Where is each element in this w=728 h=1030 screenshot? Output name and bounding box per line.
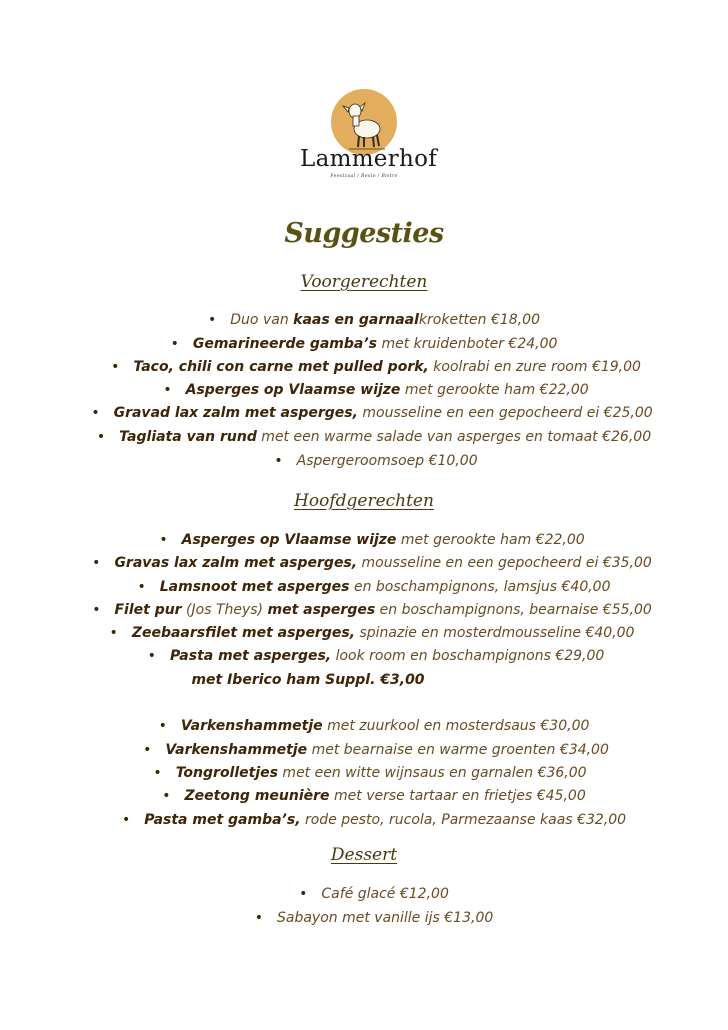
- item-dish: Tagliata van rund: [119, 429, 257, 445]
- menu-item: [8, 600, 728, 620]
- item-text: Aspergeroomsoep €10,00: [296, 453, 478, 469]
- item-description: met bearnaise en warme groenten €34,00: [307, 742, 609, 758]
- menu-item: [12, 646, 728, 666]
- item-description: met verse tartaar en frietjes €45,00: [329, 788, 586, 804]
- item-dish: Gravas lax zalm met asperges,: [114, 555, 358, 571]
- bullet-icon: •: [96, 429, 106, 445]
- menu-item: [6, 763, 728, 783]
- item-dish: Gemarineerde gamba’s: [192, 336, 378, 352]
- bullet-icon: •: [147, 648, 156, 664]
- item-dish: Pasta met asperges,: [169, 648, 332, 664]
- bullet-icon: •: [274, 453, 283, 469]
- bullet-icon: •: [254, 910, 263, 926]
- item-text: (Jos Theys): [181, 602, 268, 618]
- bullet-icon: •: [91, 405, 100, 421]
- item-description: met gerookte ham €22,00: [400, 382, 589, 398]
- menu-item: [8, 403, 728, 423]
- bullet-icon: •: [143, 742, 152, 758]
- item-description: met een warme salade van asperges en tomaat €26,00: [256, 429, 652, 445]
- section-heading-hoofdgerechten: [0, 491, 728, 511]
- item-text: Café glacé €12,00: [321, 886, 449, 902]
- item-description: look room en boschampignons €29,00: [331, 648, 605, 664]
- item-description: rode pesto, rucola, Parmezaanse kaas €32,00: [300, 812, 627, 828]
- item-description: en boschampignons, lamsjus €40,00: [349, 579, 611, 595]
- menu-item: [8, 553, 728, 573]
- bullet-icon: •: [121, 812, 131, 828]
- logo-tagline: Feestzaal / Resto / Bistro: [330, 174, 398, 179]
- menu-item: [10, 786, 728, 806]
- menu-item: [10, 716, 728, 736]
- bullet-icon: •: [92, 555, 101, 571]
- bullet-icon: •: [299, 886, 308, 902]
- item-description: met een witte wijnsaus en garnalen €36,00: [277, 765, 587, 781]
- menu-item: [10, 577, 728, 597]
- bullet-icon: •: [158, 718, 167, 734]
- item-dish: Asperges op Vlaamse wijze: [181, 532, 397, 548]
- menu-item: [8, 530, 728, 550]
- menu-item: [12, 740, 728, 760]
- item-dish: Varkenshammetje: [165, 742, 308, 758]
- bullet-icon: •: [159, 532, 168, 548]
- item-dish: kaas en garnaal: [293, 312, 419, 328]
- item-dish: Tongrolletjes: [175, 765, 278, 781]
- bullet-icon: •: [153, 765, 162, 781]
- menu-item: [10, 427, 728, 447]
- item-description: met kruidenboter €24,00: [377, 336, 558, 352]
- item-dish: Gravad lax zalm met asperges,: [113, 405, 358, 421]
- item-text: Duo van: [230, 312, 294, 328]
- item-dish: Zeetong meunière: [184, 788, 330, 804]
- page-title: Suggesties: [284, 218, 444, 249]
- section-label: Dessert: [330, 845, 398, 865]
- item-description: met zuurkool en mosterdsaus €30,00: [322, 718, 590, 734]
- item-dish: Varkenshammetje: [180, 718, 323, 734]
- item-text: Sabayon met vanille ijs €13,00: [276, 910, 494, 926]
- item-description: en boschampignons, bearnaise €55,00: [375, 602, 652, 618]
- menu-item: [0, 334, 728, 354]
- item-dish: Lamsnoot met asperges: [159, 579, 350, 595]
- menu-item: [10, 884, 728, 904]
- menu-item: [10, 310, 728, 330]
- section-heading-voorgerechten: [0, 272, 728, 292]
- menu-item: [10, 810, 728, 830]
- item-dish: Pasta met gamba’s,: [144, 812, 301, 828]
- item-dish: met asperges: [267, 602, 376, 618]
- item-description: met gerookte ham €22,00: [396, 532, 585, 548]
- item-description: spinazie en mosterdmousseline €40,00: [355, 625, 635, 641]
- bullet-icon: •: [162, 788, 171, 804]
- bullet-icon: •: [137, 579, 146, 595]
- menu-item: [12, 451, 728, 471]
- section-heading-dessert: [0, 845, 728, 865]
- item-dish: Filet pur: [114, 602, 182, 618]
- bullet-icon: •: [92, 602, 101, 618]
- menu-item: [12, 380, 728, 400]
- section-label: Voorgerechten: [300, 272, 428, 292]
- logo-name: Lammerhof: [300, 146, 438, 172]
- item-dish: Zeebaarsfilet met asperges,: [131, 625, 356, 641]
- menu-item: [8, 623, 728, 643]
- bullet-icon: •: [163, 382, 172, 398]
- menu-item: [10, 908, 728, 928]
- bullet-icon: •: [170, 336, 179, 352]
- item-dish: Taco, chili con carne met pulled pork,: [133, 359, 429, 375]
- item-dish: Asperges op Vlaamse wijze: [185, 382, 401, 398]
- item-description: mousseline en een gepocheerd ei €25,00: [357, 405, 653, 421]
- menu-item: [12, 357, 728, 377]
- item-description: koolrabi en zure room €19,00: [428, 359, 641, 375]
- supplement-note: met Iberico ham Suppl. €3,00: [191, 672, 425, 688]
- bullet-icon: •: [208, 312, 217, 328]
- bullet-icon: •: [111, 359, 120, 375]
- item-description: mousseline en een gepocheerd ei €35,00: [357, 555, 652, 571]
- lammerhof-logo: [300, 82, 438, 182]
- section-label: Hoofdgerechten: [294, 491, 434, 511]
- bullet-icon: •: [109, 625, 118, 641]
- item-description: kroketten €18,00: [418, 312, 540, 328]
